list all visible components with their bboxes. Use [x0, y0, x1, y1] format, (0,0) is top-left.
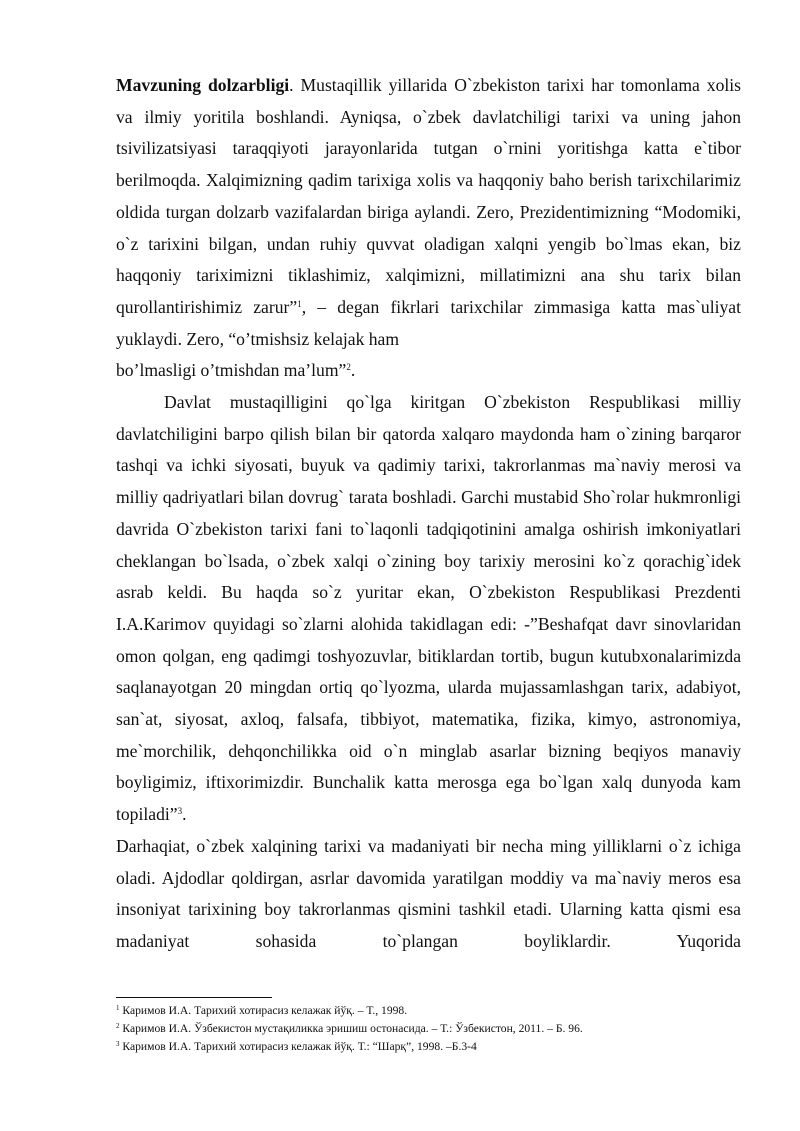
- body-text: [116, 70, 741, 958]
- footnote-text: Каримов И.А. Ўзбекистон мустақиликка эришиш остонасида. – Т.: Ўзбекистон, 2011. – Б. 96.: [122, 1022, 583, 1035]
- paragraph-text: .: [350, 360, 356, 381]
- paragraph-relevance: [116, 70, 741, 355]
- footnote-text: Каримов И.А. Тарихий хотирасиз келажак йўқ. – Т., 1998.: [122, 1004, 408, 1017]
- footnote-number: 1: [116, 1004, 120, 1012]
- footnotes: [116, 1002, 741, 1056]
- section-lead: Mavzuning dolzarbligi: [116, 75, 290, 95]
- paragraph-text: bo’lmasligi o’tmishdan ma’lum”: [116, 360, 347, 381]
- footnote-number: 3: [116, 1040, 120, 1048]
- paragraph-text: .: [182, 804, 187, 825]
- paragraph-heritage: [116, 831, 741, 958]
- footnote-text: Каримов И.А. Тарихий хотирасиз келажак йўқ. Т.: “Шарқ”, 1998. –Б.3-4: [122, 1040, 477, 1053]
- paragraph-text: Darhaqiat, o`zbek xalqining tarixi va madaniyati bir necha ming yilliklarni o`z ichiga oladi. Ajdodlar qoldirgan, asrlar davomida yaratilgan moddiy va ma`naviy meros esa insoniyat tarixining boy takrorlanmas qismini tashkil etadi. Ularning katta qismi esa madaniyat sohasida to`plangan boyliklardir. Yuqorida: [116, 835, 741, 951]
- footnote-ref-1[interactable]: 1: [297, 298, 302, 309]
- paragraph-text: . Mustaqillik yillarida O`zbekiston tarixi har tomonlama xolis va ilmiy yoritila boshlandi. Ayniqsa, o`zbek davlatchiligi tarixi va uning jahon tsivilizatsiyasi taraqqiyoti jarayonlarida tutgan o`rnini yoritishga katta e`tibor berilmoqda. Xalqimizning qadim tarixiga xolis va haqqoniy baho berish tarixchilarimiz oldida turgan dolzarb vazifalardan biriga aylandi. Zero, Prezidentimizning “Modomiki, o`z tarixini bilgan, undan ruhiy quvvat oladigan xalqni yengib bo`lmas ekan, biz haqqoniy tariximizni tiklashimiz, xalqimizni, millatimizni ana shu tarix bilan qurollantirishimiz zarur”: [116, 75, 742, 317]
- footnote-ref-3[interactable]: 3: [177, 806, 183, 817]
- footnote-number: 2: [116, 1022, 120, 1030]
- footnote-ref-2[interactable]: 2: [346, 362, 351, 373]
- footnote-3: [116, 1038, 741, 1056]
- footnote-1: [116, 1002, 741, 1020]
- paragraph-relevance-end: [116, 355, 741, 387]
- paragraph-text: Davlat mustaqilligini qo`lga kiritgan O`zbekiston Respublikasi milliy davlatchiligini barpo qilish bilan bir qatorda xalqaro maydonda ham o`zining barqaror tashqi va ichki siyosati, buyuk va qadimiy tarixi, takrorlanmas ma`naviy merosi va milliy qadriyatlari bilan dovrug` tarata boshladi. Garchi mustabid Sho`rolar hukmronligi davrida O`zbekiston tarixi fani to`laqonli tadqiqotinini amalga oshirish imkoniyatlari cheklangan bo`lsada, o`zbek xalqi o`zining boy tarixiy merosini ko`z qorachig`idek asrab keldi. Bu haqda so`z yuritar ekan, O`zbekiston Respublikasi Prezdenti I.A.Karimov quyidagi so`zlarni alohida takidlagan edi: -”Beshafqat davr sinovlaridan omon qolgan, eng qadimgi toshyozuvlar, bitiklardan tortib, bugun kutubxonalarimizda saqlanayotgan 20 mingdan ortiq qo`lyozma, ularda mujassamlashgan tarix, adabiyot, san`at, siyosat, axloq, falsafa, tibbiyot, matematika, fizika, kimyo, astronomiya, me`morchilik, dehqonchilikka oid o`n minglab asarlar bizning beqiyos manaviy boyligimiz, iftixorimizdir. Bunchalik katta merosga ega bo`lgan xalq dunyoda kam topiladi”: [116, 392, 741, 825]
- footnote-separator: [116, 997, 272, 998]
- footnote-2: [116, 1020, 741, 1038]
- paragraph-text: , – degan fikrlari tarixchilar zimmasiga katta mas`uliyat yuklaydi. Zero, “o’tmishsiz kelajak ham: [116, 296, 741, 349]
- paragraph-independence: [116, 387, 741, 831]
